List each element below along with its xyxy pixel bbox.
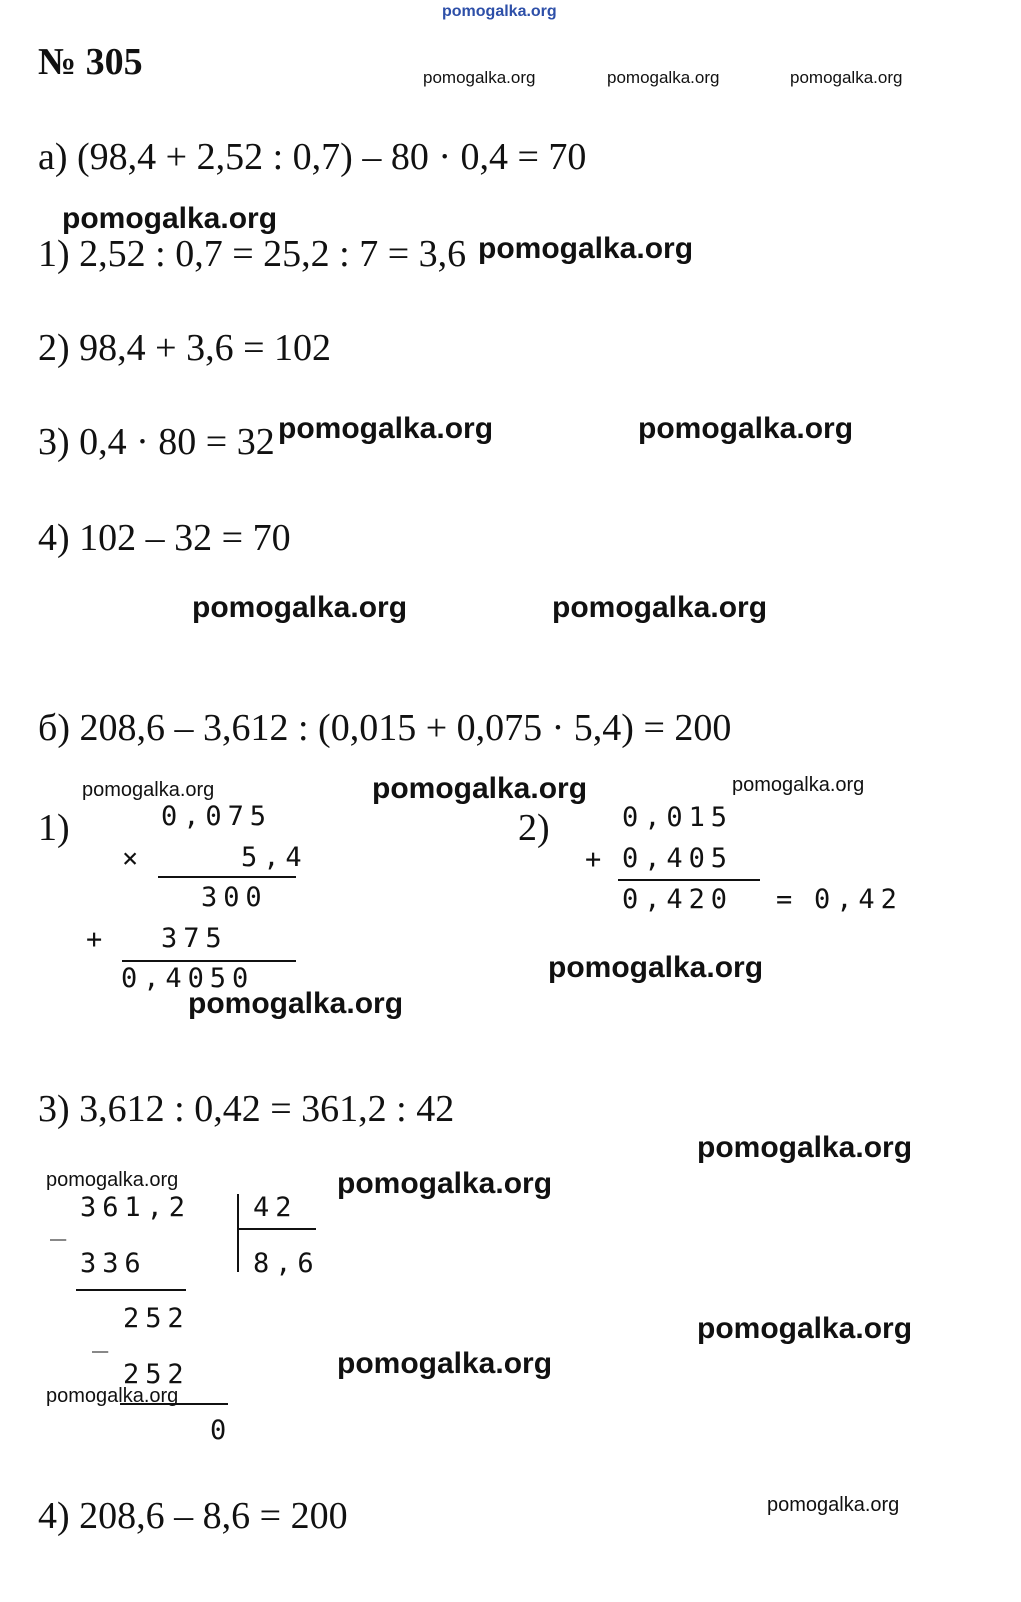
- plus-sign: +: [86, 924, 109, 955]
- multiplication-line: [158, 876, 296, 878]
- watermark: pomogalka.org: [478, 232, 694, 265]
- part-a-step-3: 3) 0,4 · 80 = 32: [38, 421, 275, 463]
- quotient: 8,6: [253, 1248, 320, 1279]
- equals-sign: =: [776, 884, 799, 915]
- site-link-top[interactable]: pomogalka.org: [442, 3, 557, 20]
- addition-line: [618, 879, 760, 881]
- sum-result: 0,420: [622, 884, 733, 915]
- watermark: pomogalka.org: [188, 987, 404, 1020]
- multiplier: 5,4: [241, 842, 308, 873]
- subtrahend-2: 252: [123, 1359, 190, 1390]
- watermark: pomogalka.org: [46, 1385, 179, 1407]
- watermark: pomogalka.org: [638, 412, 854, 445]
- watermark: pomogalka.org: [552, 591, 768, 624]
- divisor-line: [238, 1228, 316, 1230]
- addend-1: 0,015: [622, 802, 733, 833]
- minus-sign: _: [50, 1210, 73, 1241]
- dividend: 361,2: [80, 1192, 191, 1223]
- part-b-step-3: 3) 3,612 : 0,42 = 361,2 : 42: [38, 1088, 455, 1130]
- subtraction-line: [76, 1289, 186, 1291]
- watermark: pomogalka.org: [337, 1347, 553, 1380]
- division-bar: [237, 1194, 239, 1272]
- divisor: 42: [253, 1192, 298, 1223]
- remainder-1: 252: [123, 1303, 190, 1334]
- product-result: 0,4050: [121, 963, 255, 994]
- minus-sign: _: [92, 1322, 115, 1353]
- watermark: pomogalka.org: [46, 1169, 179, 1191]
- watermark: pomogalka.org: [697, 1312, 913, 1345]
- addition-line: [122, 960, 296, 962]
- watermark: pomogalka.org: [767, 1494, 900, 1516]
- watermark: pomogalka.org: [548, 951, 764, 984]
- watermark: pomogalka.org: [337, 1167, 553, 1200]
- part-a-step-1: 1) 2,52 : 0,7 = 25,2 : 7 = 3,6: [38, 233, 467, 275]
- watermark: pomogalka.org: [278, 412, 494, 445]
- subtrahend-1: 336: [80, 1248, 147, 1279]
- part-a-step-4: 4) 102 – 32 = 70: [38, 517, 291, 559]
- part-b-step-1-label: 1): [38, 807, 70, 849]
- partial-product-1: 300: [201, 882, 268, 913]
- final-remainder: 0: [210, 1415, 233, 1446]
- watermark: pomogalka.org: [697, 1131, 913, 1164]
- part-b-problem: б) 208,6 – 3,612 : (0,015 + 0,075 · 5,4) = 200: [38, 707, 732, 749]
- part-b-step-4: 4) 208,6 – 8,6 = 200: [38, 1495, 348, 1537]
- watermark: pomogalka.org: [423, 68, 536, 87]
- watermark: pomogalka.org: [192, 591, 408, 624]
- multiplicand: 0,075: [161, 801, 272, 832]
- part-a-step-2: 2) 98,4 + 3,6 = 102: [38, 327, 332, 369]
- partial-product-2: 375: [161, 923, 228, 954]
- watermark: pomogalka.org: [607, 68, 720, 87]
- simplified-sum: 0,42: [814, 884, 903, 915]
- part-b-step-2-label: 2): [518, 807, 550, 849]
- addend-2: 0,405: [622, 843, 733, 874]
- times-sign: ×: [122, 843, 145, 874]
- part-a-problem: а) (98,4 + 2,52 : 0,7) – 80 · 0,4 = 70: [38, 136, 587, 178]
- watermark: pomogalka.org: [82, 779, 215, 801]
- watermark: pomogalka.org: [790, 68, 903, 87]
- problem-number: № 305: [38, 41, 143, 83]
- watermark: pomogalka.org: [732, 774, 865, 796]
- watermark: pomogalka.org: [62, 202, 278, 235]
- watermark: pomogalka.org: [372, 772, 588, 805]
- plus-sign: +: [585, 844, 608, 875]
